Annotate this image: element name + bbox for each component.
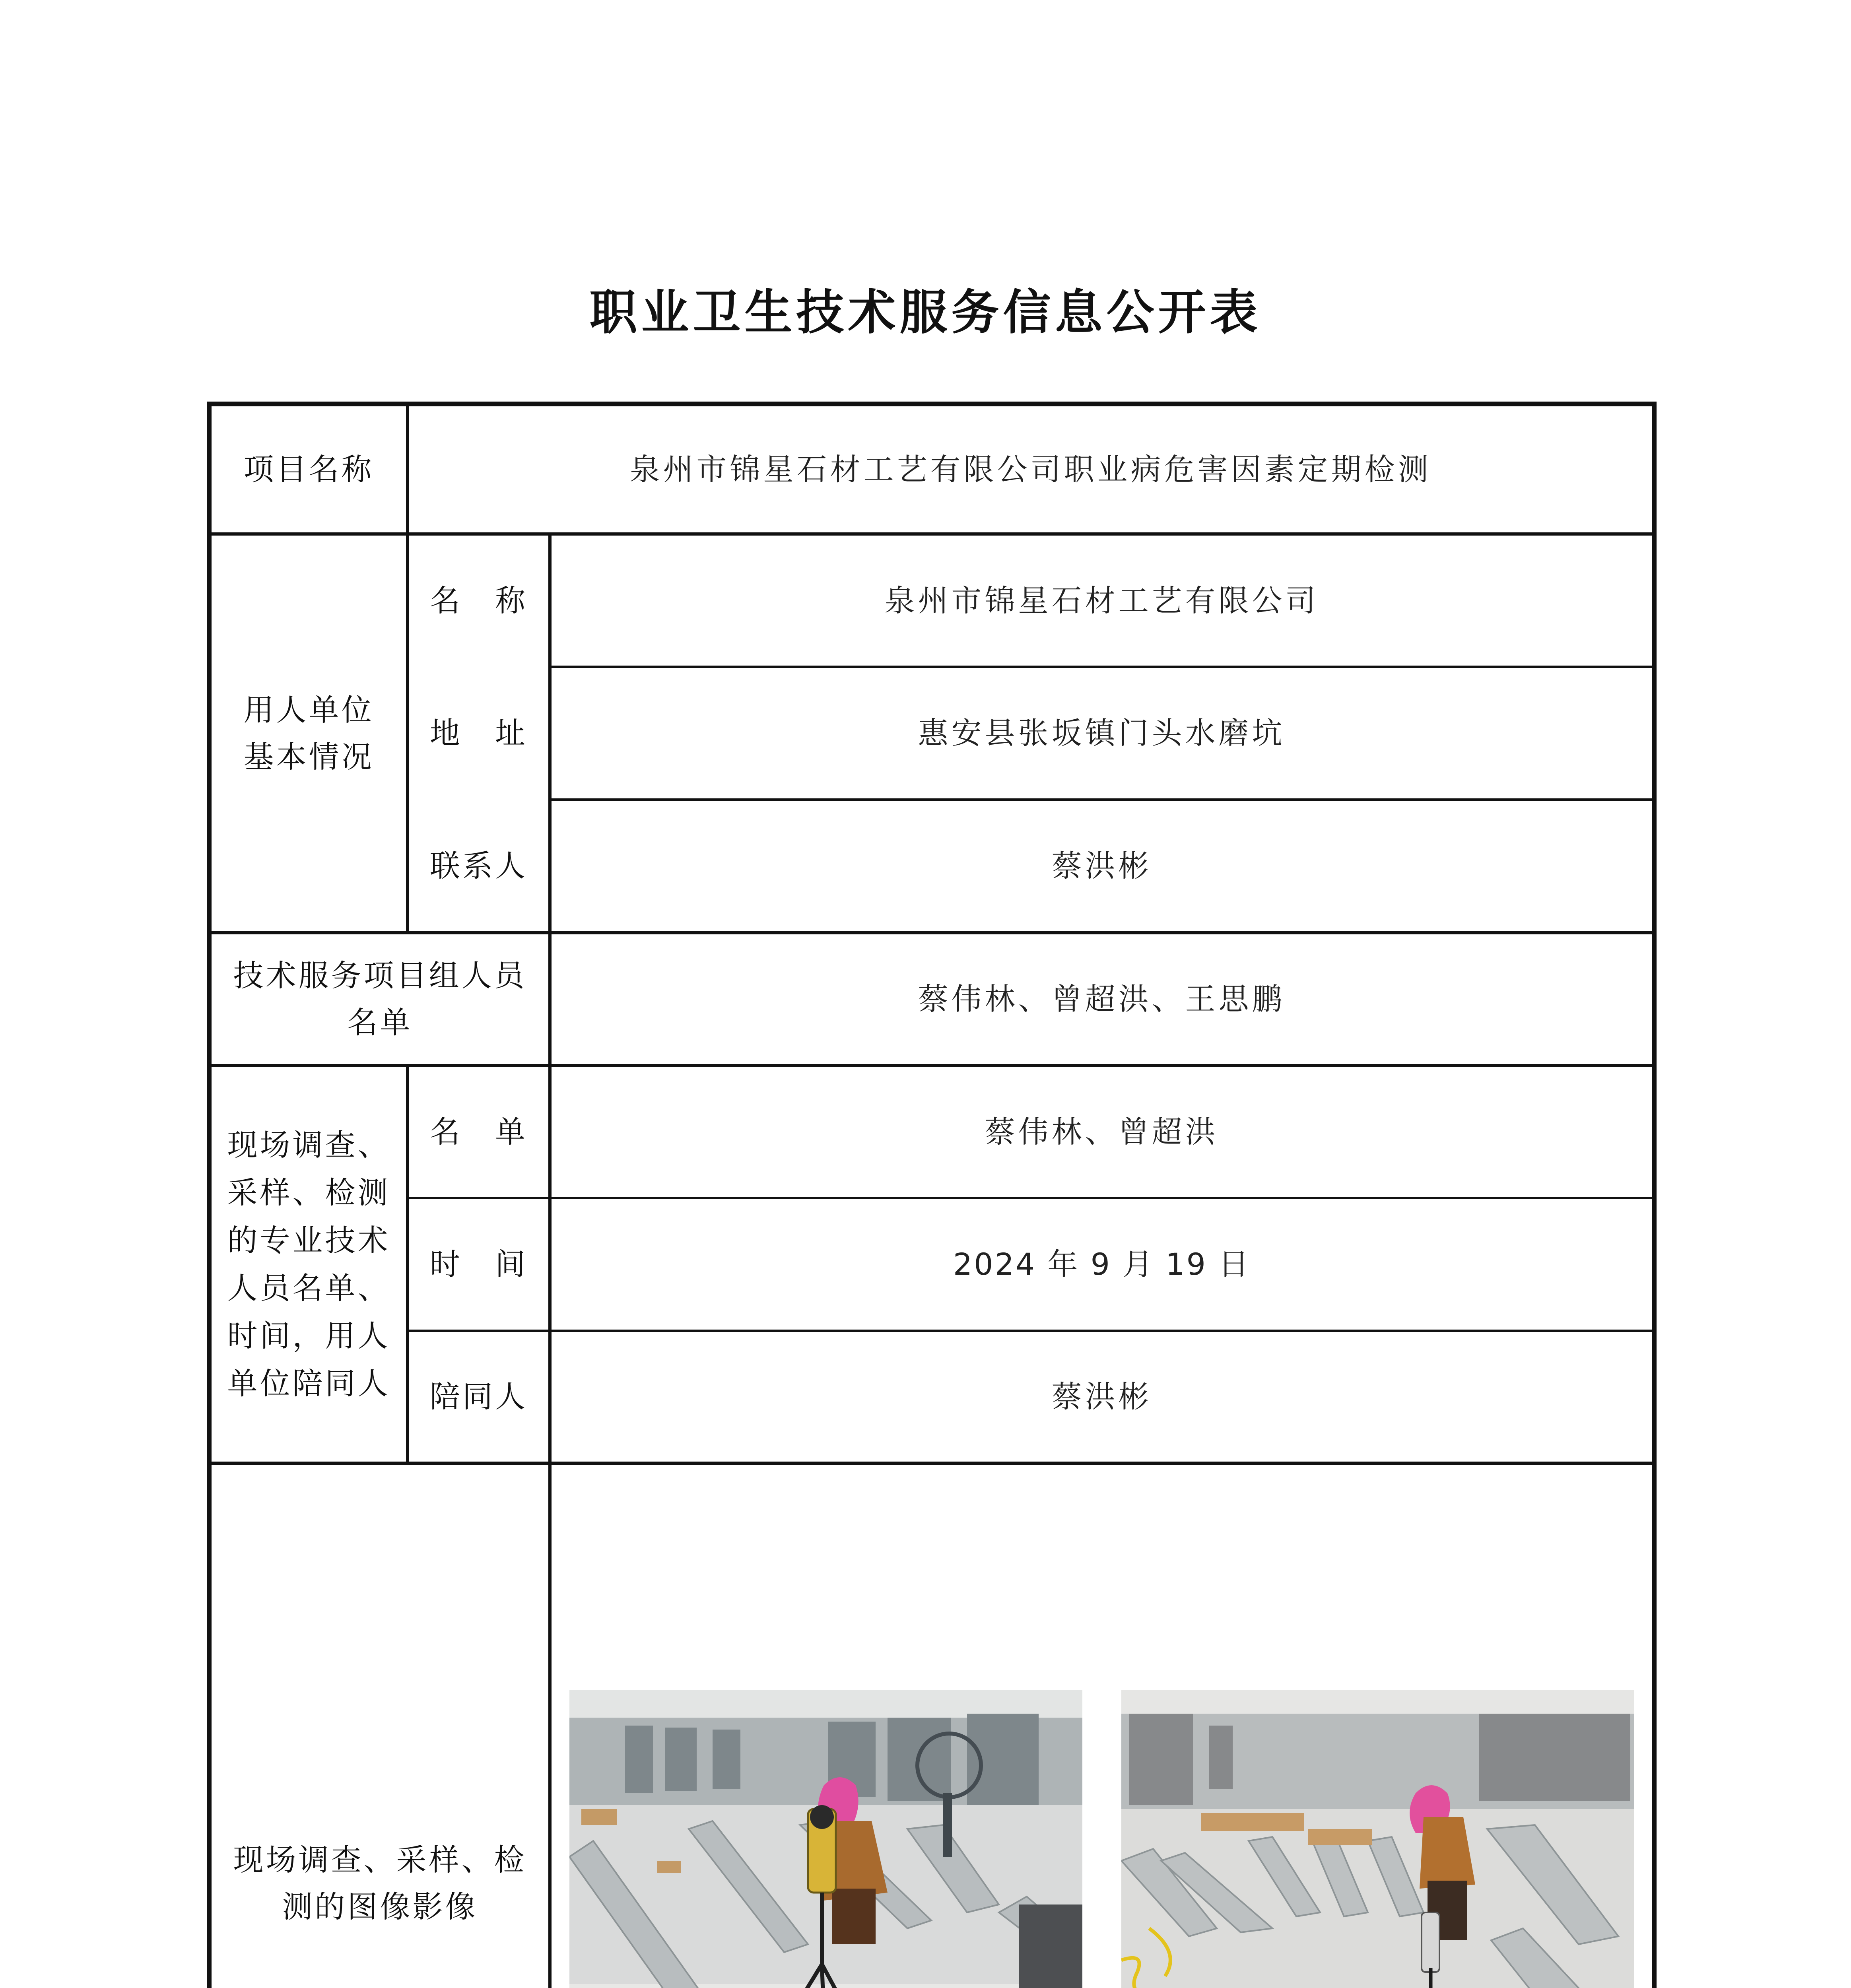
row-divider	[207, 931, 1657, 934]
employer-name-value: 泉州市锦星石材工艺有限公司	[884, 582, 1319, 618]
row-divider	[207, 532, 1657, 536]
employer-address-value: 惠安县张坂镇门头水磨坑	[918, 715, 1286, 751]
col-divider	[548, 1462, 552, 1988]
survey-time-value: 2024 年 9 月 19 日	[953, 1246, 1251, 1282]
survey-names-value: 蔡伟林、曾超洪	[985, 1114, 1219, 1150]
survey-companion-label: 陪同人	[430, 1379, 528, 1415]
employer-contact-value: 蔡洪彬	[1051, 848, 1152, 884]
employer-contact-label: 联系人	[430, 848, 528, 884]
employer-address-label: 地 址	[430, 715, 528, 751]
survey-companion-value: 蔡洪彬	[1051, 1379, 1152, 1415]
survey-label-line: 采样、检测	[227, 1175, 390, 1210]
images-label	[212, 1465, 548, 1988]
survey-label-line: 的专业技术	[227, 1222, 390, 1258]
employer-name-label: 名 称	[430, 582, 528, 618]
images-label-line: 测的图像影像	[282, 1889, 478, 1924]
site-photo-1	[569, 1690, 1082, 1988]
row-divider	[207, 1064, 1657, 1067]
survey-section-label	[212, 1067, 406, 1462]
project-name-value: 泉州市锦星石材工艺有限公司职业病危害因素定期检测	[629, 451, 1431, 487]
col-divider	[406, 532, 409, 933]
survey-label-line: 现场调查、	[227, 1127, 390, 1163]
site-photo-2	[1121, 1690, 1634, 1988]
employer-section-label	[212, 536, 406, 931]
row-divider	[207, 1462, 1657, 1465]
survey-names-label: 名 单	[430, 1114, 528, 1150]
team-label-line: 名单	[347, 1005, 413, 1040]
team-label-line: 技术服务项目组人员	[233, 958, 527, 994]
col-divider	[406, 1064, 409, 1463]
col-divider	[548, 931, 552, 1066]
employer-label-line: 基本情况	[243, 739, 374, 775]
project-name-label: 项目名称	[243, 451, 374, 487]
survey-time-label: 时 间	[430, 1246, 528, 1282]
survey-label-line: 人员名单、	[227, 1270, 390, 1306]
employer-label-line: 用人单位	[243, 692, 374, 728]
team-label	[212, 934, 548, 1064]
survey-label-line: 单位陪同人	[227, 1366, 390, 1402]
images-label-line: 现场调查、采样、检	[233, 1842, 527, 1878]
col-divider	[548, 532, 552, 933]
col-divider	[548, 1064, 552, 1463]
survey-label-line: 时间，用人	[227, 1318, 390, 1354]
page-title: 职业卫生技术服务信息公开表	[589, 285, 1262, 340]
col-divider	[406, 402, 409, 534]
team-members-value: 蔡伟林、曾超洪、王思鹏	[918, 981, 1286, 1017]
